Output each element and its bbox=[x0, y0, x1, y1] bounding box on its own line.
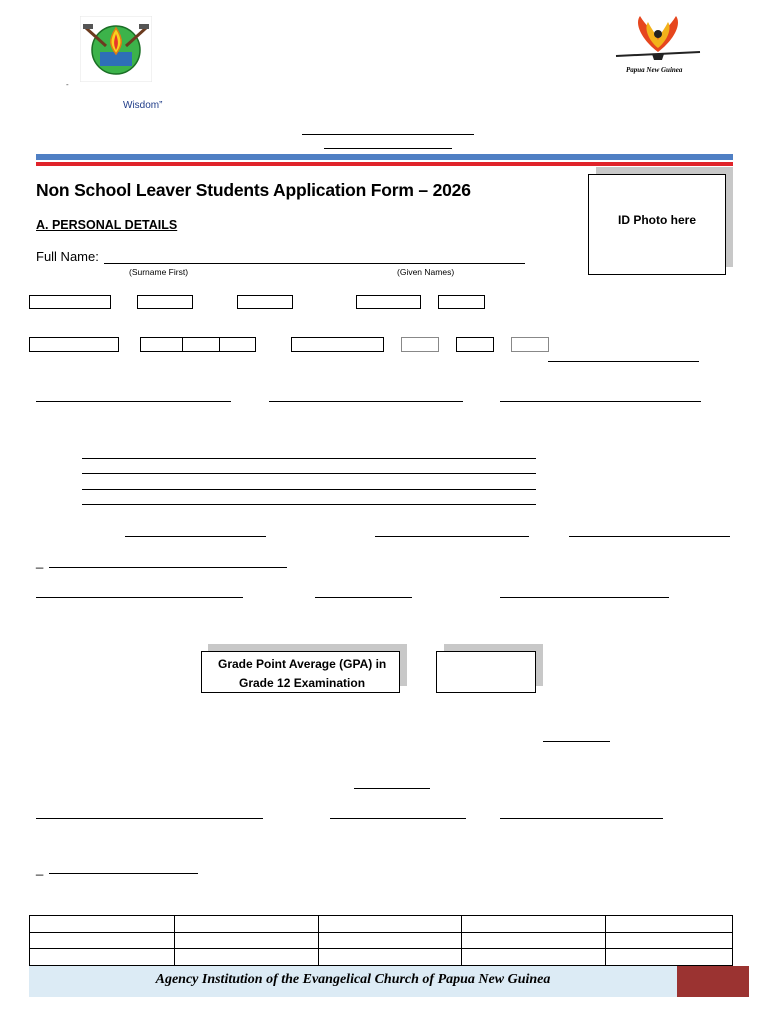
surname-hint: (Surname First) bbox=[129, 267, 189, 277]
field-box[interactable] bbox=[219, 337, 256, 352]
field-box[interactable] bbox=[438, 295, 485, 309]
footer-accent bbox=[677, 966, 749, 997]
gpa-label-box bbox=[201, 651, 400, 693]
header-blank-line-2 bbox=[324, 148, 452, 149]
data-table bbox=[29, 915, 733, 966]
field-box[interactable] bbox=[137, 295, 193, 309]
table-cell[interactable] bbox=[175, 949, 319, 966]
full-name-label: Full Name: bbox=[36, 249, 99, 264]
address-line[interactable] bbox=[82, 458, 536, 459]
header-blank-line-1 bbox=[302, 134, 474, 135]
gpa-label-line1: Grade Point Average (GPA) in bbox=[218, 657, 387, 671]
stray-mark: _ bbox=[36, 861, 44, 876]
png-bird-of-paradise-emblem bbox=[612, 12, 704, 78]
section-a-heading: A. PERSONAL DETAILS bbox=[36, 218, 178, 232]
field-box[interactable] bbox=[182, 337, 220, 352]
gpa-value-box[interactable] bbox=[436, 651, 536, 693]
stray-mark: _ bbox=[36, 554, 44, 569]
motto-mark: - bbox=[66, 80, 69, 89]
blank-line[interactable] bbox=[500, 597, 669, 598]
emblem-caption: Papua New Guinea bbox=[626, 66, 683, 74]
blank-line[interactable] bbox=[36, 597, 243, 598]
gpa-label-line2: Grade 12 Examination bbox=[239, 676, 366, 690]
field-box[interactable] bbox=[456, 337, 494, 352]
blank-line[interactable] bbox=[36, 818, 263, 819]
field-box[interactable] bbox=[29, 337, 119, 352]
table-cell[interactable] bbox=[30, 933, 175, 949]
church-crest-logo bbox=[80, 16, 152, 82]
blank-line[interactable] bbox=[49, 567, 287, 568]
full-name-field[interactable] bbox=[104, 263, 525, 264]
table-cell[interactable] bbox=[175, 933, 319, 949]
blank-line[interactable] bbox=[354, 788, 430, 789]
field-box[interactable] bbox=[356, 295, 421, 309]
field-box[interactable] bbox=[291, 337, 384, 352]
blank-line[interactable] bbox=[49, 873, 198, 874]
table-cell[interactable] bbox=[606, 933, 733, 949]
field-box[interactable] bbox=[140, 337, 183, 352]
footer-text: Agency Institution of the Evangelical Church of Papua New Guinea bbox=[155, 972, 551, 987]
address-line[interactable] bbox=[82, 473, 536, 474]
address-line[interactable] bbox=[82, 489, 536, 490]
red-stripe bbox=[36, 162, 733, 166]
blank-line[interactable] bbox=[569, 536, 730, 537]
blank-line[interactable] bbox=[330, 818, 466, 819]
table-cell[interactable] bbox=[319, 949, 462, 966]
id-photo-box bbox=[588, 174, 726, 275]
table-cell[interactable] bbox=[606, 949, 733, 966]
field-box[interactable] bbox=[237, 295, 293, 309]
blank-line[interactable] bbox=[500, 401, 701, 402]
given-names-hint: (Given Names) bbox=[397, 267, 455, 277]
table-cell[interactable] bbox=[319, 916, 462, 933]
field-box[interactable] bbox=[511, 337, 549, 352]
table-cell[interactable] bbox=[462, 949, 606, 966]
blank-line[interactable] bbox=[548, 361, 699, 362]
blank-line[interactable] bbox=[543, 741, 610, 742]
table-cell[interactable] bbox=[606, 916, 733, 933]
table-cell[interactable] bbox=[462, 933, 606, 949]
field-box[interactable] bbox=[29, 295, 111, 309]
blank-line[interactable] bbox=[125, 536, 266, 537]
footer-bar bbox=[29, 966, 677, 997]
blank-line[interactable] bbox=[315, 597, 412, 598]
table-cell[interactable] bbox=[30, 949, 175, 966]
table-cell[interactable] bbox=[30, 916, 175, 933]
table-cell[interactable] bbox=[319, 933, 462, 949]
field-box[interactable] bbox=[401, 337, 439, 352]
blue-stripe bbox=[36, 154, 733, 160]
blank-line[interactable] bbox=[375, 536, 529, 537]
form-title: Non School Leaver Students Application Form – 2026 bbox=[36, 180, 471, 200]
blank-line[interactable] bbox=[36, 401, 231, 402]
blank-line[interactable] bbox=[269, 401, 463, 402]
blank-line[interactable] bbox=[500, 818, 663, 819]
id-photo-label: ID Photo here bbox=[617, 213, 696, 227]
table-cell[interactable] bbox=[175, 916, 319, 933]
address-line[interactable] bbox=[82, 504, 536, 505]
motto-text: Wisdom” bbox=[123, 100, 163, 111]
table-cell[interactable] bbox=[462, 916, 606, 933]
